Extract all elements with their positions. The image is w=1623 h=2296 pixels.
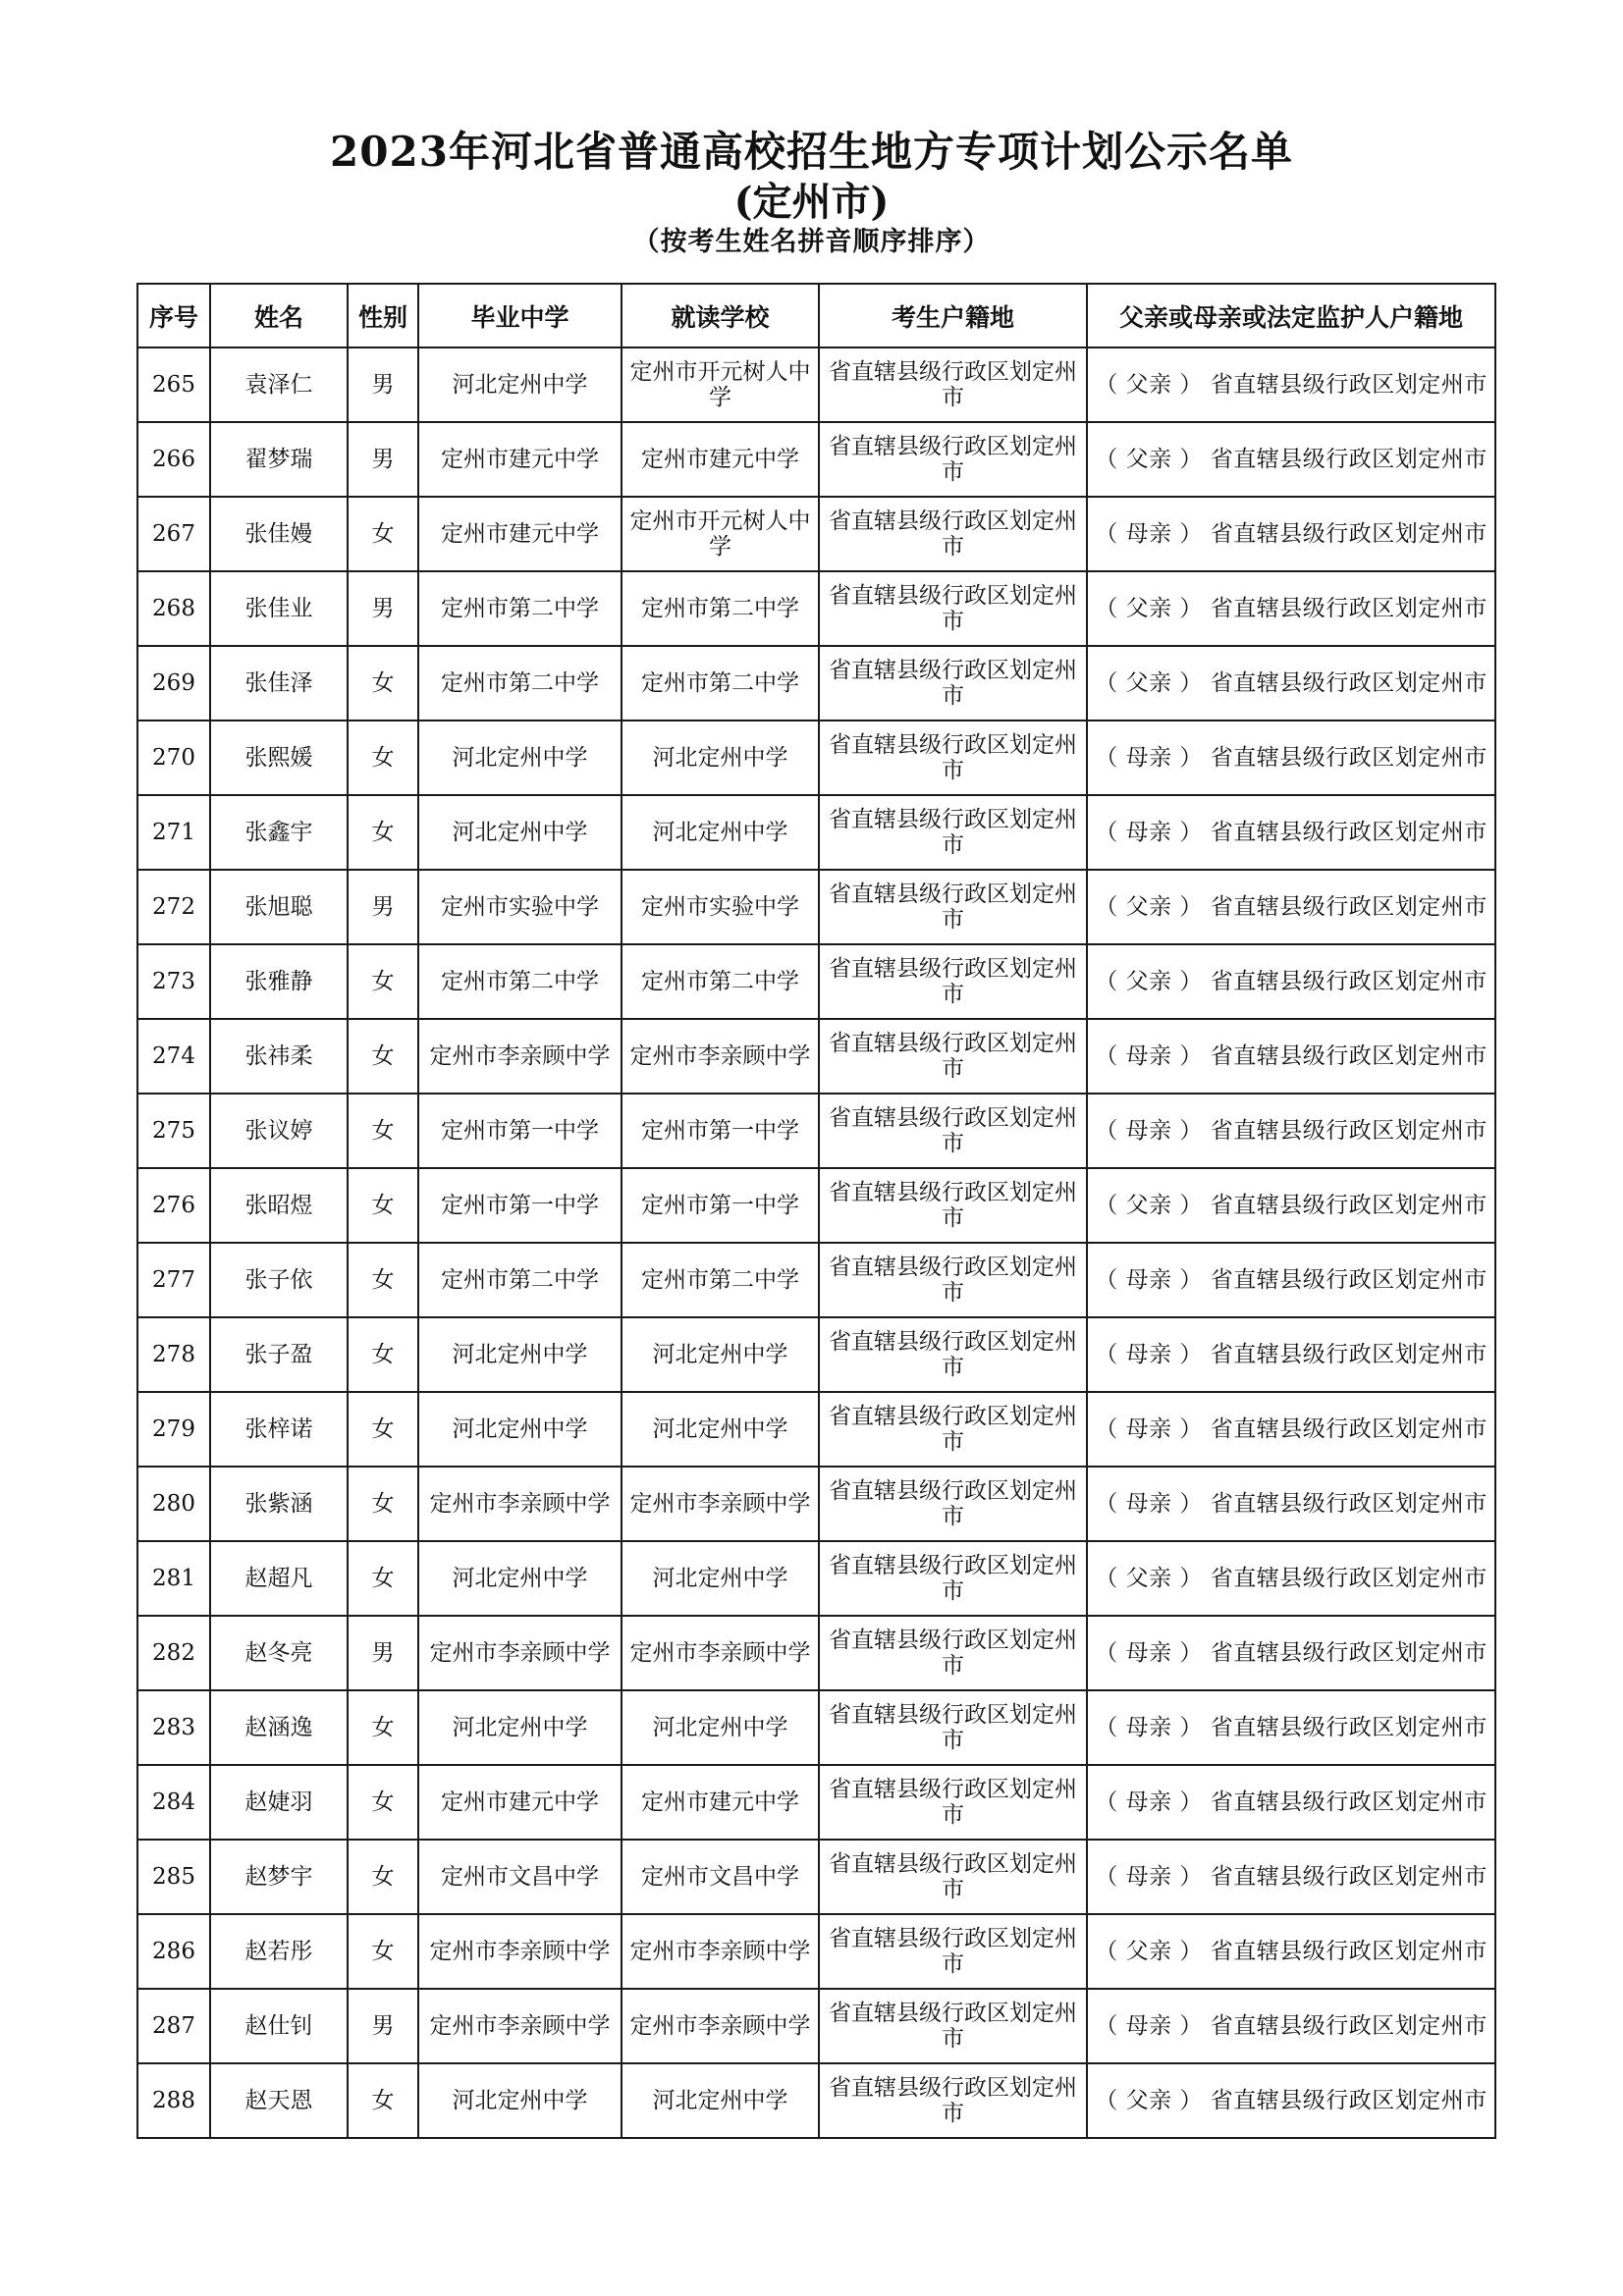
column-header-parent-hukou: 父亲或母亲或法定监护人户籍地 bbox=[1087, 284, 1495, 347]
cell-grad-school: 定州市第一中学 bbox=[418, 1168, 622, 1243]
cell-current-school: 定州市第二中学 bbox=[622, 944, 819, 1019]
cell-hukou: 省直辖县级行政区划定州市 bbox=[819, 497, 1087, 571]
cell-current-school: 定州市建元中学 bbox=[622, 422, 819, 497]
cell-name: 张佳泽 bbox=[210, 646, 348, 721]
cell-hukou: 省直辖县级行政区划定州市 bbox=[819, 1094, 1087, 1168]
cell-hukou: 省直辖县级行政区划定州市 bbox=[819, 944, 1087, 1019]
cell-seq: 280 bbox=[137, 1467, 210, 1541]
cell-current-school: 定州市第二中学 bbox=[622, 646, 819, 721]
table-row bbox=[137, 2063, 1495, 2138]
cell-parent-hukou: （ 父亲 ） 省直辖县级行政区划定州市 bbox=[1087, 1168, 1495, 1243]
sort-note: （按考生姓名拼音顺序排序） bbox=[632, 227, 991, 257]
roster-table bbox=[136, 283, 1496, 2139]
column-header-grad-school: 毕业中学 bbox=[418, 284, 622, 347]
cell-seq: 270 bbox=[137, 721, 210, 795]
cell-gender: 男 bbox=[348, 347, 418, 422]
cell-gender: 女 bbox=[348, 795, 418, 870]
cell-parent-hukou: （ 母亲 ） 省直辖县级行政区划定州市 bbox=[1087, 1243, 1495, 1317]
table-row bbox=[137, 1317, 1495, 1392]
cell-grad-school: 河北定州中学 bbox=[418, 1690, 622, 1765]
cell-gender: 女 bbox=[348, 721, 418, 795]
cell-gender: 女 bbox=[348, 1690, 418, 1765]
cell-hukou: 省直辖县级行政区划定州市 bbox=[819, 1243, 1087, 1317]
table-row bbox=[137, 1019, 1495, 1094]
cell-name: 张鑫宇 bbox=[210, 795, 348, 870]
cell-name: 赵超凡 bbox=[210, 1541, 348, 1616]
cell-name: 张雅静 bbox=[210, 944, 348, 1019]
cell-hukou: 省直辖县级行政区划定州市 bbox=[819, 1765, 1087, 1840]
cell-hukou: 省直辖县级行政区划定州市 bbox=[819, 1467, 1087, 1541]
cell-gender: 女 bbox=[348, 1243, 418, 1317]
cell-current-school: 定州市李亲顾中学 bbox=[622, 1914, 819, 1989]
cell-grad-school: 河北定州中学 bbox=[418, 1541, 622, 1616]
cell-hukou: 省直辖县级行政区划定州市 bbox=[819, 1541, 1087, 1616]
cell-grad-school: 定州市实验中学 bbox=[418, 870, 622, 944]
cell-seq: 283 bbox=[137, 1690, 210, 1765]
cell-hukou: 省直辖县级行政区划定州市 bbox=[819, 1914, 1087, 1989]
cell-seq: 265 bbox=[137, 347, 210, 422]
cell-grad-school: 河北定州中学 bbox=[418, 721, 622, 795]
cell-parent-hukou: （ 母亲 ） 省直辖县级行政区划定州市 bbox=[1087, 497, 1495, 571]
table-row bbox=[137, 1840, 1495, 1914]
column-header-seq: 序号 bbox=[137, 284, 210, 347]
column-header-name: 姓名 bbox=[210, 284, 348, 347]
cell-grad-school: 河北定州中学 bbox=[418, 347, 622, 422]
cell-parent-hukou: （ 父亲 ） 省直辖县级行政区划定州市 bbox=[1087, 1541, 1495, 1616]
cell-parent-hukou: （ 母亲 ） 省直辖县级行政区划定州市 bbox=[1087, 795, 1495, 870]
cell-current-school: 定州市实验中学 bbox=[622, 870, 819, 944]
table-row bbox=[137, 1690, 1495, 1765]
cell-grad-school: 定州市李亲顾中学 bbox=[418, 1467, 622, 1541]
cell-seq: 288 bbox=[137, 2063, 210, 2138]
table-row bbox=[137, 944, 1495, 1019]
cell-gender: 女 bbox=[348, 1317, 418, 1392]
cell-hukou: 省直辖县级行政区划定州市 bbox=[819, 571, 1087, 646]
cell-parent-hukou: （ 父亲 ） 省直辖县级行政区划定州市 bbox=[1087, 571, 1495, 646]
table-row bbox=[137, 1168, 1495, 1243]
column-header-hukou: 考生户籍地 bbox=[819, 284, 1087, 347]
cell-seq: 278 bbox=[137, 1317, 210, 1392]
cell-name: 赵若彤 bbox=[210, 1914, 348, 1989]
cell-name: 赵梦宇 bbox=[210, 1840, 348, 1914]
cell-gender: 男 bbox=[348, 870, 418, 944]
cell-name: 张议婷 bbox=[210, 1094, 348, 1168]
table-row bbox=[137, 1616, 1495, 1690]
cell-grad-school: 定州市第二中学 bbox=[418, 1243, 622, 1317]
cell-hukou: 省直辖县级行政区划定州市 bbox=[819, 870, 1087, 944]
cell-grad-school: 定州市建元中学 bbox=[418, 1765, 622, 1840]
document-title: 2023年河北省普通高校招生地方专项计划公示名单 bbox=[330, 128, 1293, 176]
cell-seq: 287 bbox=[137, 1989, 210, 2063]
cell-hukou: 省直辖县级行政区划定州市 bbox=[819, 422, 1087, 497]
cell-seq: 286 bbox=[137, 1914, 210, 1989]
cell-parent-hukou: （ 父亲 ） 省直辖县级行政区划定州市 bbox=[1087, 1914, 1495, 1989]
cell-parent-hukou: （ 母亲 ） 省直辖县级行政区划定州市 bbox=[1087, 1989, 1495, 2063]
cell-current-school: 定州市李亲顾中学 bbox=[622, 1019, 819, 1094]
column-header-current-school: 就读学校 bbox=[622, 284, 819, 347]
table-row bbox=[137, 571, 1495, 646]
cell-name: 张熙媛 bbox=[210, 721, 348, 795]
cell-parent-hukou: （ 父亲 ） 省直辖县级行政区划定州市 bbox=[1087, 347, 1495, 422]
cell-seq: 282 bbox=[137, 1616, 210, 1690]
cell-current-school: 定州市李亲顾中学 bbox=[622, 1467, 819, 1541]
table-row bbox=[137, 870, 1495, 944]
cell-hukou: 省直辖县级行政区划定州市 bbox=[819, 1840, 1087, 1914]
cell-grad-school: 定州市李亲顾中学 bbox=[418, 1914, 622, 1989]
cell-seq: 274 bbox=[137, 1019, 210, 1094]
cell-hukou: 省直辖县级行政区划定州市 bbox=[819, 1616, 1087, 1690]
cell-current-school: 定州市第一中学 bbox=[622, 1094, 819, 1168]
cell-parent-hukou: （ 母亲 ） 省直辖县级行政区划定州市 bbox=[1087, 1094, 1495, 1168]
table-row bbox=[137, 1392, 1495, 1467]
cell-seq: 268 bbox=[137, 571, 210, 646]
cell-parent-hukou: （ 母亲 ） 省直辖县级行政区划定州市 bbox=[1087, 1019, 1495, 1094]
cell-name: 张祎柔 bbox=[210, 1019, 348, 1094]
cell-hukou: 省直辖县级行政区划定州市 bbox=[819, 1392, 1087, 1467]
cell-current-school: 定州市第二中学 bbox=[622, 571, 819, 646]
cell-name: 袁泽仁 bbox=[210, 347, 348, 422]
cell-gender: 女 bbox=[348, 1914, 418, 1989]
cell-name: 张子依 bbox=[210, 1243, 348, 1317]
cell-grad-school: 定州市建元中学 bbox=[418, 422, 622, 497]
cell-grad-school: 河北定州中学 bbox=[418, 2063, 622, 2138]
cell-name: 赵天恩 bbox=[210, 2063, 348, 2138]
cell-hukou: 省直辖县级行政区划定州市 bbox=[819, 721, 1087, 795]
cell-grad-school: 定州市第一中学 bbox=[418, 1094, 622, 1168]
cell-hukou: 省直辖县级行政区划定州市 bbox=[819, 1690, 1087, 1765]
cell-seq: 273 bbox=[137, 944, 210, 1019]
document-subtitle: (定州市) bbox=[733, 179, 890, 225]
cell-current-school: 定州市开元树人中学 bbox=[622, 497, 819, 571]
cell-gender: 男 bbox=[348, 571, 418, 646]
cell-gender: 女 bbox=[348, 1765, 418, 1840]
cell-hukou: 省直辖县级行政区划定州市 bbox=[819, 2063, 1087, 2138]
table-row bbox=[137, 1765, 1495, 1840]
cell-current-school: 河北定州中学 bbox=[622, 1541, 819, 1616]
cell-current-school: 定州市开元树人中学 bbox=[622, 347, 819, 422]
cell-current-school: 定州市李亲顾中学 bbox=[622, 1616, 819, 1690]
cell-seq: 279 bbox=[137, 1392, 210, 1467]
cell-hukou: 省直辖县级行政区划定州市 bbox=[819, 795, 1087, 870]
cell-grad-school: 河北定州中学 bbox=[418, 1317, 622, 1392]
cell-grad-school: 定州市李亲顾中学 bbox=[418, 1989, 622, 2063]
cell-gender: 男 bbox=[348, 1616, 418, 1690]
cell-current-school: 河北定州中学 bbox=[622, 2063, 819, 2138]
cell-current-school: 定州市文昌中学 bbox=[622, 1840, 819, 1914]
cell-hukou: 省直辖县级行政区划定州市 bbox=[819, 1019, 1087, 1094]
cell-current-school: 河北定州中学 bbox=[622, 1690, 819, 1765]
cell-gender: 女 bbox=[348, 1840, 418, 1914]
cell-hukou: 省直辖县级行政区划定州市 bbox=[819, 1317, 1087, 1392]
cell-gender: 女 bbox=[348, 1019, 418, 1094]
cell-parent-hukou: （ 母亲 ） 省直辖县级行政区划定州市 bbox=[1087, 1616, 1495, 1690]
table-row bbox=[137, 347, 1495, 422]
cell-hukou: 省直辖县级行政区划定州市 bbox=[819, 646, 1087, 721]
cell-current-school: 河北定州中学 bbox=[622, 795, 819, 870]
cell-name: 赵仕钊 bbox=[210, 1989, 348, 2063]
cell-gender: 女 bbox=[348, 1392, 418, 1467]
cell-seq: 277 bbox=[137, 1243, 210, 1317]
cell-current-school: 河北定州中学 bbox=[622, 1392, 819, 1467]
cell-seq: 269 bbox=[137, 646, 210, 721]
cell-gender: 女 bbox=[348, 944, 418, 1019]
cell-seq: 272 bbox=[137, 870, 210, 944]
cell-parent-hukou: （ 母亲 ） 省直辖县级行政区划定州市 bbox=[1087, 721, 1495, 795]
table-row bbox=[137, 1094, 1495, 1168]
cell-parent-hukou: （ 母亲 ） 省直辖县级行政区划定州市 bbox=[1087, 1840, 1495, 1914]
cell-gender: 男 bbox=[348, 422, 418, 497]
cell-name: 赵婕羽 bbox=[210, 1765, 348, 1840]
cell-current-school: 河北定州中学 bbox=[622, 1317, 819, 1392]
table-row bbox=[137, 646, 1495, 721]
cell-gender: 女 bbox=[348, 1467, 418, 1541]
table-row bbox=[137, 1989, 1495, 2063]
cell-seq: 276 bbox=[137, 1168, 210, 1243]
table-row bbox=[137, 1467, 1495, 1541]
cell-name: 张佳业 bbox=[210, 571, 348, 646]
cell-gender: 女 bbox=[348, 646, 418, 721]
cell-current-school: 定州市建元中学 bbox=[622, 1765, 819, 1840]
cell-name: 张子盈 bbox=[210, 1317, 348, 1392]
cell-current-school: 河北定州中学 bbox=[622, 721, 819, 795]
cell-gender: 女 bbox=[348, 1094, 418, 1168]
cell-seq: 285 bbox=[137, 1840, 210, 1914]
table-row bbox=[137, 1243, 1495, 1317]
table-row bbox=[137, 721, 1495, 795]
cell-parent-hukou: （ 父亲 ） 省直辖县级行政区划定州市 bbox=[1087, 944, 1495, 1019]
cell-name: 赵冬亮 bbox=[210, 1616, 348, 1690]
cell-name: 张旭聪 bbox=[210, 870, 348, 944]
cell-grad-school: 定州市第二中学 bbox=[418, 571, 622, 646]
cell-parent-hukou: （ 母亲 ） 省直辖县级行政区划定州市 bbox=[1087, 1467, 1495, 1541]
cell-name: 张昭煜 bbox=[210, 1168, 348, 1243]
cell-parent-hukou: （ 母亲 ） 省直辖县级行政区划定州市 bbox=[1087, 1765, 1495, 1840]
cell-parent-hukou: （ 母亲 ） 省直辖县级行政区划定州市 bbox=[1087, 1690, 1495, 1765]
cell-current-school: 定州市李亲顾中学 bbox=[622, 1989, 819, 2063]
cell-seq: 275 bbox=[137, 1094, 210, 1168]
cell-seq: 267 bbox=[137, 497, 210, 571]
cell-grad-school: 定州市李亲顾中学 bbox=[418, 1616, 622, 1690]
cell-gender: 女 bbox=[348, 1168, 418, 1243]
cell-gender: 女 bbox=[348, 2063, 418, 2138]
cell-name: 张紫涵 bbox=[210, 1467, 348, 1541]
cell-current-school: 定州市第一中学 bbox=[622, 1168, 819, 1243]
cell-name: 翟梦瑞 bbox=[210, 422, 348, 497]
cell-grad-school: 定州市第二中学 bbox=[418, 646, 622, 721]
cell-hukou: 省直辖县级行政区划定州市 bbox=[819, 1989, 1087, 2063]
table-row bbox=[137, 497, 1495, 571]
cell-parent-hukou: （ 父亲 ） 省直辖县级行政区划定州市 bbox=[1087, 422, 1495, 497]
cell-grad-school: 定州市李亲顾中学 bbox=[418, 1019, 622, 1094]
cell-hukou: 省直辖县级行政区划定州市 bbox=[819, 1168, 1087, 1243]
cell-grad-school: 河北定州中学 bbox=[418, 1392, 622, 1467]
table-row bbox=[137, 422, 1495, 497]
cell-seq: 266 bbox=[137, 422, 210, 497]
cell-parent-hukou: （ 父亲 ） 省直辖县级行政区划定州市 bbox=[1087, 2063, 1495, 2138]
table-row bbox=[137, 795, 1495, 870]
roster-body bbox=[137, 347, 1495, 2138]
column-header-gender: 性别 bbox=[348, 284, 418, 347]
cell-name: 张佳嫚 bbox=[210, 497, 348, 571]
cell-parent-hukou: （ 母亲 ） 省直辖县级行政区划定州市 bbox=[1087, 1317, 1495, 1392]
cell-seq: 271 bbox=[137, 795, 210, 870]
cell-parent-hukou: （ 父亲 ） 省直辖县级行政区划定州市 bbox=[1087, 870, 1495, 944]
cell-seq: 284 bbox=[137, 1765, 210, 1840]
table-row bbox=[137, 1541, 1495, 1616]
cell-name: 赵涵逸 bbox=[210, 1690, 348, 1765]
cell-grad-school: 定州市文昌中学 bbox=[418, 1840, 622, 1914]
cell-parent-hukou: （ 父亲 ） 省直辖县级行政区划定州市 bbox=[1087, 646, 1495, 721]
cell-hukou: 省直辖县级行政区划定州市 bbox=[819, 347, 1087, 422]
cell-grad-school: 河北定州中学 bbox=[418, 795, 622, 870]
cell-seq: 281 bbox=[137, 1541, 210, 1616]
cell-grad-school: 定州市第二中学 bbox=[418, 944, 622, 1019]
cell-gender: 男 bbox=[348, 1989, 418, 2063]
cell-gender: 女 bbox=[348, 1541, 418, 1616]
cell-current-school: 定州市第二中学 bbox=[622, 1243, 819, 1317]
table-row bbox=[137, 1914, 1495, 1989]
cell-grad-school: 定州市建元中学 bbox=[418, 497, 622, 571]
cell-gender: 女 bbox=[348, 497, 418, 571]
header-row bbox=[137, 284, 1495, 347]
cell-name: 张梓诺 bbox=[210, 1392, 348, 1467]
cell-parent-hukou: （ 母亲 ） 省直辖县级行政区划定州市 bbox=[1087, 1392, 1495, 1467]
